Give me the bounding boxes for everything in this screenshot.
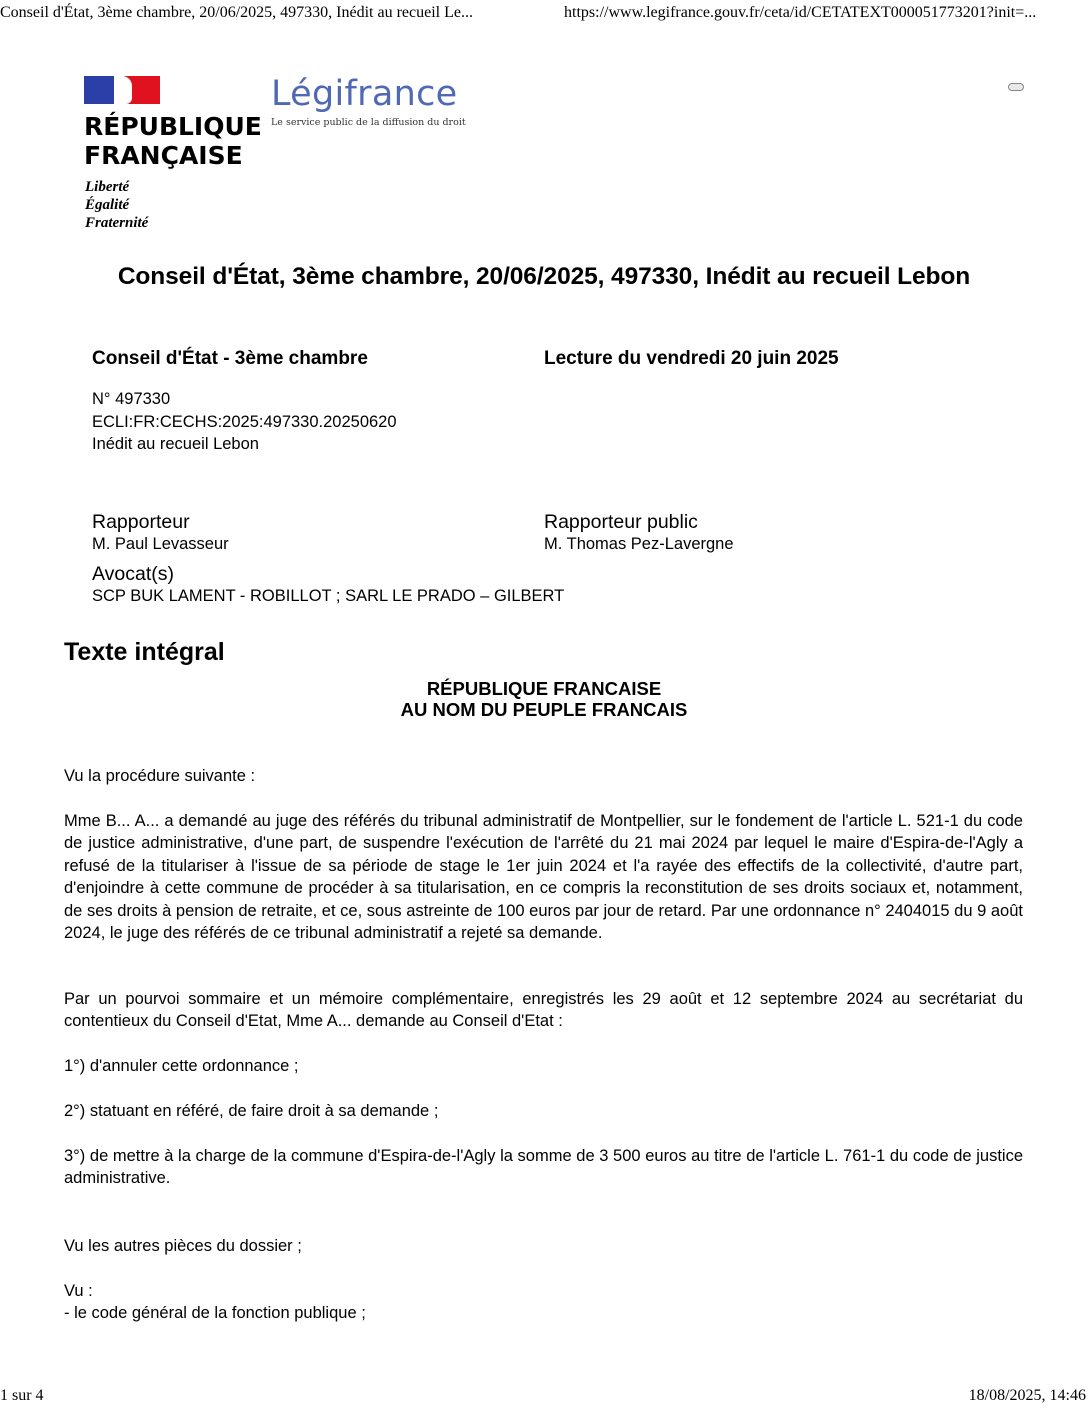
paragraph-code-reference: - le code général de la fonction publique ; bbox=[64, 1304, 366, 1322]
print-page-title: Conseil d'État, 3ème chambre, 20/06/2025, 497330, Inédit au recueil Le... bbox=[0, 4, 473, 21]
paragraph-pieces: Vu les autres pièces du dossier ; bbox=[64, 1237, 302, 1255]
marianne-flag-icon bbox=[84, 76, 160, 104]
ecli-code: ECLI:FR:CECHS:2025:497330.20250620 bbox=[92, 412, 397, 431]
case-number: N° 497330 bbox=[92, 390, 171, 408]
paragraph-facts: Mme B... A... a demandé au juge des référés du tribunal administratif de Montpellier, sur le fondement de l'article L. 521-1 du code de justice administrative, d'une part, de suspendre l'exécution de l'arrêté du 21 mai 2024 par lequel le maire d'Espira-de-l'Agly a refusé de la titulariser à l'issue de sa période de stage le 1er juin 2024 et l'a rayée des effectifs de la collectivité, d'autre part, d'enjoindre à cette commune de procéder à sa titularisation, en ce compris la reconstitution de ses droits sociaux et, notamment, de ses droits à pension de retraite, et ce, sous astreinte de 100 euros par jour de retard. Par une ordonnance n° 2404015 du 9 août 2024, le juge des référés de ce tribunal administratif a rejeté sa demande. bbox=[64, 812, 1023, 943]
publication-status: Inédit au recueil Lebon bbox=[92, 435, 259, 453]
decision-heading: RÉPUBLIQUE FRANCAISE AU NOM DU PEUPLE FRANCAIS bbox=[400, 678, 688, 720]
avocats-block bbox=[92, 563, 564, 608]
paragraph-demand-2: 2°) statuant en référé, de faire droit à sa demande ; bbox=[64, 1102, 439, 1120]
print-footer bbox=[0, 1387, 1088, 1407]
print-header bbox=[0, 4, 1088, 24]
rapporteur-public-block bbox=[544, 511, 734, 556]
avocats-label: Avocat(s) bbox=[92, 563, 174, 585]
paragraph-vu: Vu : bbox=[64, 1282, 93, 1300]
avocats-names: SCP BUK LAMENT - ROBILLOT ; SARL LE PRADO – GILBERT bbox=[92, 587, 565, 605]
page-title: Conseil d'État, 3ème chambre, 20/06/2025, 497330, Inédit au recueil Lebon bbox=[117, 263, 971, 290]
menu-toggle-button[interactable] bbox=[1008, 83, 1024, 91]
page-indicator: 1 sur 4 bbox=[0, 1387, 44, 1404]
print-timestamp: 18/08/2025, 14:46 bbox=[968, 1387, 1086, 1404]
paragraph-demand-1: 1°) d'annuler cette ordonnance ; bbox=[64, 1057, 299, 1075]
republic-motto: Liberté Égalité Fraternité bbox=[85, 179, 149, 231]
republique-francaise-logo bbox=[84, 76, 264, 236]
rapporteur-public-name: M. Thomas Pez-Lavergne bbox=[544, 535, 734, 553]
republique-francaise-wordmark: RÉPUBLIQUE FRANÇAISE bbox=[84, 112, 262, 170]
paragraph-demand-3: 3°) de mettre à la charge de la commune d'Espira-de-l'Agly la somme de 3 500 euros au titre de l'article L. 761-1 du code de justice administrative. bbox=[64, 1147, 1023, 1188]
paragraph-pourvoi: Par un pourvoi sommaire et un mémoire complémentaire, enregistrés les 29 août et 12 septembre 2024 au secrétariat du contentieux du Conseil d'Etat, Mme A... demande au Conseil d'Etat : bbox=[64, 990, 1023, 1031]
print-url: https://www.legifrance.gouv.fr/ceta/id/CETATEXT000051773201?init=... bbox=[564, 4, 1037, 21]
rapporteur-name: M. Paul Levasseur bbox=[92, 535, 229, 553]
rapporteur-label: Rapporteur bbox=[92, 511, 190, 533]
legifrance-wordmark: Légifrance bbox=[271, 74, 458, 114]
legifrance-logo[interactable] bbox=[271, 74, 466, 128]
jurisdiction: Conseil d'État - 3ème chambre bbox=[92, 348, 368, 369]
rapporteur-public-label: Rapporteur public bbox=[544, 511, 698, 533]
reading-date: Lecture du vendredi 20 juin 2025 bbox=[544, 348, 839, 369]
case-identifiers bbox=[92, 388, 397, 456]
rapporteur-block bbox=[92, 511, 229, 556]
paragraph-procedure: Vu la procédure suivante : bbox=[64, 767, 256, 785]
legifrance-tagline: Le service public de la diffusion du droit bbox=[271, 117, 466, 128]
section-title-texte-integral: Texte intégral bbox=[64, 638, 225, 666]
